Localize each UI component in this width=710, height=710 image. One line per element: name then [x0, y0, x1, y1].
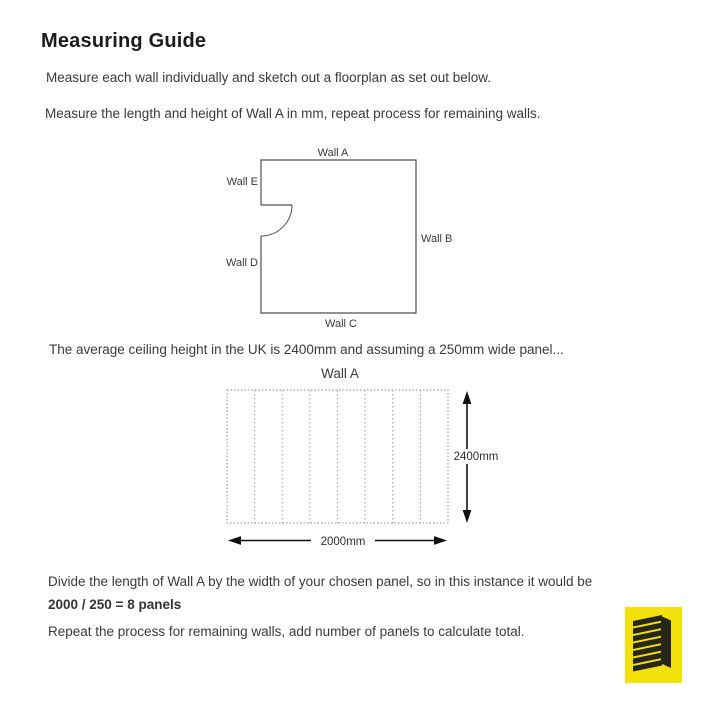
floorplan-wall-a-label: Wall A	[317, 147, 349, 159]
height-dimension-label: 2400mm	[453, 451, 499, 463]
floorplan-wall-d-label: Wall D	[226, 257, 258, 269]
panel-diagram	[200, 362, 510, 554]
room-outline	[261, 160, 416, 313]
door-swing-arc	[261, 205, 292, 236]
page-title: Measuring Guide	[41, 30, 207, 52]
stacked-panels-icon	[625, 607, 682, 683]
floorplan-wall-e-label: Wall E	[226, 176, 258, 188]
instruction-line-1: Measure each wall individually and sketch out a floorplan as set out below.	[46, 70, 492, 85]
panel-dividers	[255, 390, 421, 523]
floorplan-svg	[200, 141, 480, 339]
width-dimension-label: 2000mm	[320, 536, 366, 548]
panel-diagram-title: Wall A	[321, 366, 359, 381]
instruction-line-2: Measure the length and height of Wall A in mm, repeat process for remaining walls.	[45, 106, 541, 121]
brand-logo	[625, 607, 682, 683]
floorplan-wall-c-label: Wall C	[325, 318, 357, 330]
calculation-line-2: Repeat the process for remaining walls, add number of panels to calculate total.	[48, 624, 525, 639]
floorplan-diagram	[200, 141, 480, 339]
ceiling-note: The average ceiling height in the UK is 2400mm and assuming a 250mm wide panel...	[49, 342, 564, 357]
floorplan-wall-b-label: Wall B	[421, 233, 453, 245]
calculation-line-1: Divide the length of Wall A by the width of your chosen panel, so in this instance it would be	[48, 574, 593, 589]
calculation-formula: 2000 / 250 = 8 panels	[48, 597, 182, 612]
panel-svg	[200, 362, 510, 554]
